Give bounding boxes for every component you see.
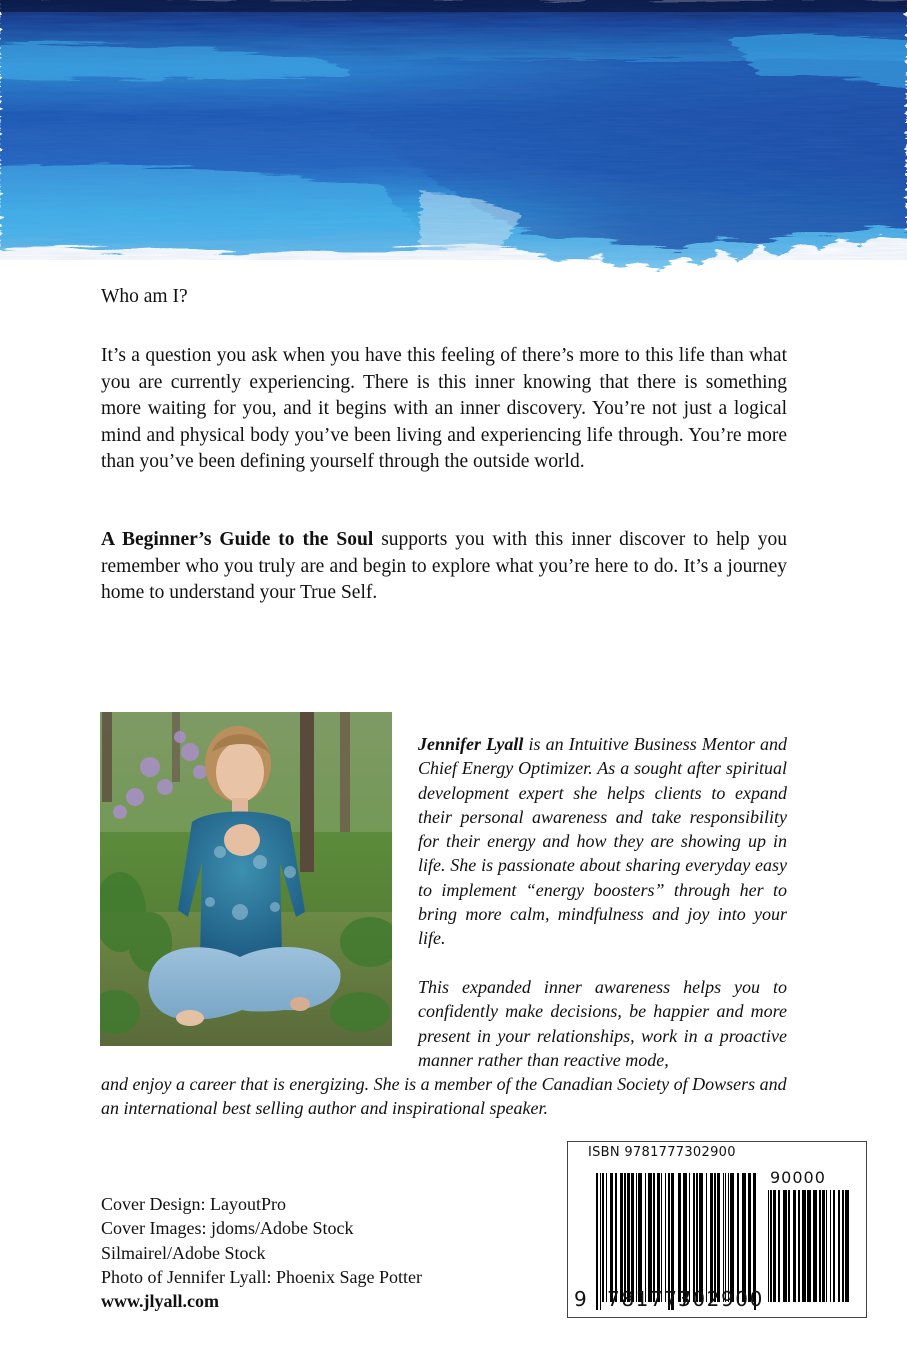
barcode-bar	[753, 1173, 754, 1302]
barcode-bar	[788, 1190, 790, 1302]
price-addon-label: 90000	[770, 1168, 826, 1187]
barcode-bar	[830, 1190, 831, 1302]
credit-photo: Photo of Jennifer Lyall: Phoenix Sage Potter	[101, 1266, 422, 1287]
intro-question: Who am I?	[101, 286, 188, 307]
barcode-bar	[596, 1173, 598, 1310]
credit-cover-images: Cover Images: jdoms/Adobe Stock	[101, 1218, 354, 1239]
isbn-label: ISBN 9781777302900	[588, 1145, 736, 1160]
barcode-bar	[638, 1173, 642, 1302]
book-description	[101, 527, 787, 607]
isbn-barcode	[567, 1141, 867, 1318]
intro-paragraph: It’s a question you ask when you have this feeling of there’s more to this life than what you are currently experiencing. There is this inner knowing that there is something more waiting for you, and it begins with an inner discovery. You’re not just a logical mind and physical body you’ve been living and experiencing life through. You’re more than you’ve been defining yourself through the outside world.	[101, 345, 787, 472]
barcode-bar	[737, 1173, 739, 1302]
author-bio-continued: This expanded inner awareness helps you to confidently make decisions, be happier and more present in your relationships, work in a proactive manner rather than reactive mode,	[418, 977, 787, 1070]
barcode-bar	[683, 1173, 687, 1302]
barcode-first-digit: 9	[574, 1287, 587, 1311]
barcode-bar	[620, 1173, 623, 1302]
barcode-bar	[728, 1173, 729, 1302]
barcode-bar	[678, 1173, 681, 1302]
barcode-bar	[648, 1173, 652, 1302]
barcode-bar	[714, 1173, 716, 1302]
barcode-bar	[842, 1190, 844, 1302]
barcode-bar	[710, 1173, 713, 1302]
author-name: Jennifer Lyall	[418, 734, 524, 754]
barcode-bar	[845, 1190, 849, 1302]
barcode-bar	[783, 1190, 787, 1302]
barcode-bar	[725, 1173, 726, 1302]
barcode-bar	[773, 1190, 776, 1302]
barcode-bar	[602, 1173, 604, 1302]
barcode-bar	[600, 1173, 601, 1310]
barcode-bar	[699, 1173, 703, 1302]
book-title: A Beginner’s Guide to the Soul	[101, 529, 374, 550]
barcode-bar	[723, 1173, 724, 1302]
barcode-bar	[689, 1173, 690, 1302]
credit-cover-images-2: Silmairel/Adobe Stock	[101, 1242, 266, 1263]
barcode-bar	[610, 1173, 613, 1302]
barcode-bar	[802, 1190, 806, 1302]
website-link[interactable]: www.jlyall.com	[101, 1291, 219, 1312]
barcode-bar	[838, 1190, 840, 1302]
book-description-text: supports you with this inner discover to help you remember who you truly are and begin to explore what you’re here to do. It’s a journey home to understand your True Self.	[101, 529, 787, 603]
barcode-bar	[631, 1173, 634, 1302]
barcode-bar	[661, 1173, 662, 1302]
barcode-bar	[833, 1190, 835, 1302]
barcode-bar	[813, 1190, 817, 1302]
author-bio-continued-end: and enjoy a career that is energizing. She is a member of the Canadian Society of Dowsers and an international best selling author and inspirational speaker.	[101, 1074, 787, 1119]
barcode-bar	[615, 1173, 617, 1302]
barcode-right-digits: 302900	[678, 1287, 764, 1311]
barcode-bar	[768, 1190, 769, 1302]
author-bio	[418, 732, 787, 951]
barcode-bar	[748, 1173, 751, 1302]
barcode-bar	[778, 1190, 780, 1302]
credit-cover-design: Cover Design: LayoutPro	[101, 1194, 286, 1214]
barcode-bar	[706, 1173, 707, 1302]
barcode-bar	[627, 1173, 630, 1302]
barcode-bar	[730, 1173, 734, 1302]
barcode-bar	[696, 1173, 698, 1302]
barcode-bar	[793, 1190, 796, 1302]
barcode-bar	[665, 1173, 666, 1302]
credits	[101, 1192, 422, 1313]
barcode-bar	[822, 1190, 825, 1302]
barcode-left-digits: 781777	[607, 1287, 693, 1311]
barcode-bar	[770, 1190, 772, 1302]
barcode-bar	[807, 1190, 811, 1302]
barcode-bar	[653, 1173, 655, 1302]
barcode-bar	[717, 1173, 720, 1302]
author-photo	[100, 712, 392, 1046]
barcode-bar	[606, 1173, 607, 1302]
barcode-bar	[645, 1173, 646, 1302]
barcode-bar	[636, 1173, 637, 1302]
barcode-bar	[657, 1173, 660, 1302]
watercolor-header-art	[0, 0, 907, 290]
barcode-bar	[798, 1190, 800, 1302]
barcode-bar	[819, 1190, 821, 1302]
barcode-bar	[624, 1173, 626, 1302]
barcode-bar	[742, 1173, 746, 1302]
barcode-bar	[693, 1173, 695, 1302]
author-bio-text: is an Intuitive Business Mentor and Chief Energy Optimizer. As a sought after spiritual development expert she helps clients to expand their personal awareness and take responsibility for their energy and how they are showing up in life. She is passionate about sharing everyday easy to implement “energy boosters” through her to bring more calm, mindfulness and joy into your life.	[418, 734, 787, 949]
barcode-bar	[826, 1190, 827, 1302]
